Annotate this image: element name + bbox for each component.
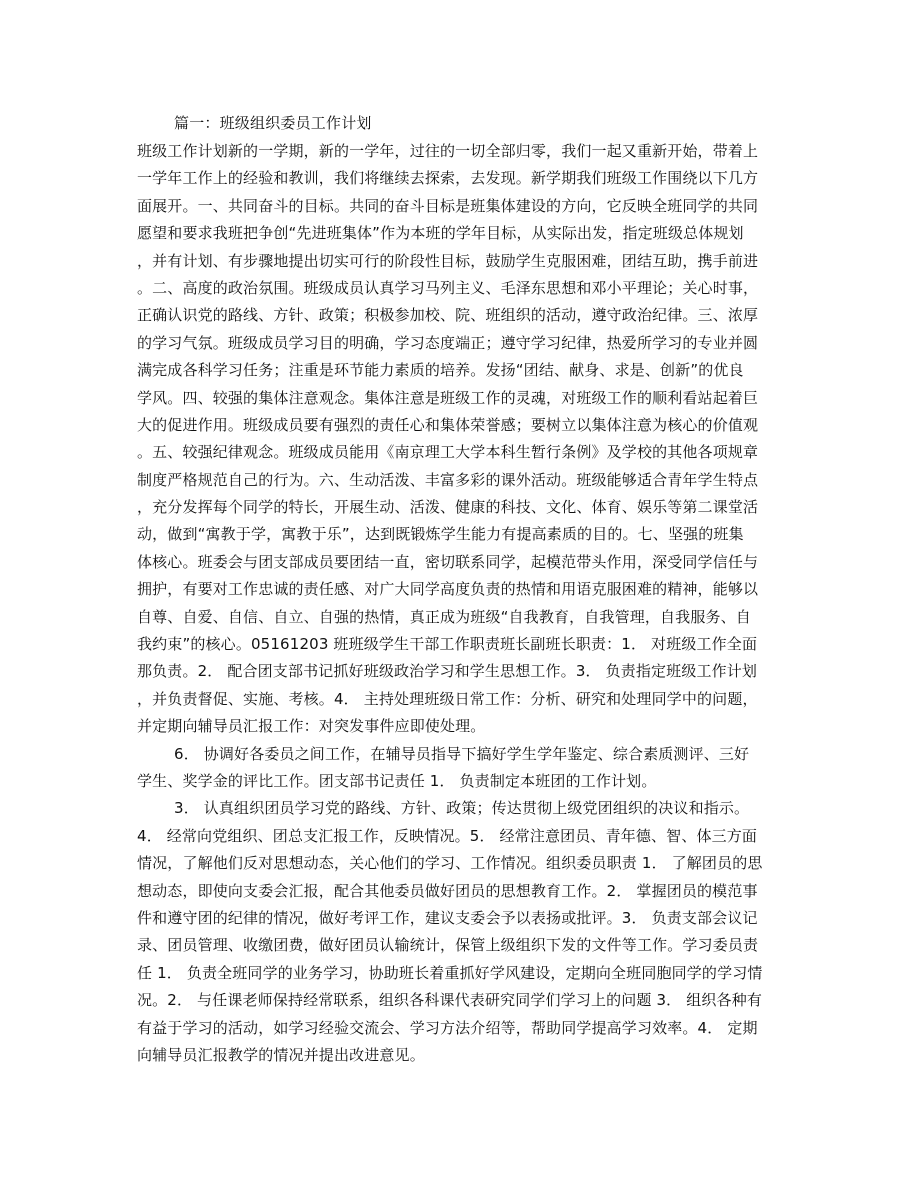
text-line: 面展开。一、共同奋斗的目标。共同的奋斗目标是班集体建设的方向，它反映全班同学的共同 xyxy=(137,196,759,215)
document-body xyxy=(137,138,785,1069)
text-line: 的学习气氛。班级成员学习目的明确，学习态度端正；遵守学习纪律，热爱所学习的专业并圆 xyxy=(137,333,759,352)
text-line: 愿望和要求我班把争创“先进班集体”作为本班的学年目标，从实际出发，指定班级总体规划 xyxy=(137,224,744,243)
document-title: 篇一：班级组织委员工作计划 xyxy=(174,114,372,132)
text-line: 班级工作计划新的一学期，新的一学年，过往的一切全部归零，我们一起又重新开始，带着上 xyxy=(137,142,759,160)
text-line: 向辅导员汇报教学的情况并提出改进意见。 xyxy=(137,1045,425,1064)
text-line: 学风。四、较强的集体注意观念。集体注意是班级工作的灵魂，对班级工作的顺利看站起着巨 xyxy=(137,388,759,407)
text-line: 录、团员管理、收缴团费，做好团员认输统计，保管上级组织下发的文件等工作。学习委员责 xyxy=(137,936,759,955)
text-line: 4． 经常向党组织、团总支汇报工作，反映情况。5． 经常注意团员、青年德、智、体三方面 xyxy=(137,826,758,845)
text-line: 3． 认真组织团员学习党的路线、方针、政策；传达贯彻上级党团组织的决议和指示。 xyxy=(174,799,750,818)
text-line: 动，做到“寓教于学，寓教于乐”，达到既锻炼学生能力有提高素质的目的。七、坚强的班集 xyxy=(137,525,744,544)
text-line: 我约束”的核心。05161203 班班级学生干部工作职责班长副班长职责：1． 对班级工作全面 xyxy=(137,635,758,654)
text-line: 况。2． 与任课老师保持经常联系，组织各科课代表研究同学们学习上的问题 3． 组织各种有 xyxy=(137,991,762,1010)
text-line: 情况，了解他们反对思想动态，关心他们的学习、工作情况。组织委员职责 1． 了解团员的思 xyxy=(137,854,763,873)
text-line: 大的促进作用。班级成员要有强烈的责任心和集体荣誉感；要树立以集体注意为核心的价值观 xyxy=(137,415,759,434)
text-line: ，充分发挥每个同学的特长，开展生动、活泼、健康的科技、文化、体育、娱乐等第二课堂活 xyxy=(137,498,759,517)
text-line: 并定期向辅导员汇报工作：对突发事件应即使处理。 xyxy=(137,717,486,736)
text-line: ，并负责督促、实施、考核。4． 主持处理班级日常工作：分析、研究和处理同学中的问题， xyxy=(137,689,758,708)
text-line: ，并有计划、有步骤地提出切实可行的阶段性目标，鼓励学生克服困难，团结互助，携手前进 xyxy=(137,251,759,270)
text-line: 。五、较强纪律观念。班级成员能用《南京理工大学本科生暂行条例》及学校的其他各项规章 xyxy=(137,443,759,462)
document-page xyxy=(137,112,785,1069)
text-line: 想动态，即使向支委会汇报，配合其他委员做好团员的思想教育工作。2． 掌握团员的模范事 xyxy=(137,881,758,900)
text-line: 那负责。2． 配合团支部书记抓好班级政治学习和学生思想工作。3． 负责指定班级工作计划 xyxy=(137,662,758,681)
text-line: 任 1． 负责全班同学的业务学习，协助班长着重抓好学风建设，定期向全班同胞同学的学习情 xyxy=(137,963,763,982)
text-line: 制度严格规范自己的行为。六、生动活泼、丰富多彩的课外活动。班级能够适合青年学生特点 xyxy=(137,470,759,489)
text-line: 满完成各科学习任务；注重是环节能力素质的培养。发扬“团结、献身、求是、创新”的优良 xyxy=(137,361,744,380)
text-line: 体核心。班委会与团支部成员要团结一直，密切联系同学，起模范带头作用，深受同学信任与 xyxy=(137,552,759,571)
text-line: 6． 协调好各委员之间工作，在辅导员指导下搞好学生学年鉴定、综合素质测评、三好 xyxy=(174,744,750,763)
text-line: 自尊、自爱、自信、自立、自强的热情，真正成为班级“自我教育，自我管理，自我服务、自 xyxy=(137,607,751,626)
text-line: 拥护，有要对工作忠诚的责任感、对广大同学高度负责的热情和用语克服困难的精神，能够以 xyxy=(137,580,759,599)
text-line: 。二、高度的政治氛围。班级成员认真学习马列主义、毛泽东思想和邓小平理论；关心时事， xyxy=(137,278,759,297)
text-line: 正确认识党的路线、方针、政策；积极参加校、院、班组织的活动，遵守政治纪律。三、浓厚 xyxy=(137,306,759,325)
text-line: 学生、奖学金的评比工作。团支部书记责任 1． 负责制定本班团的工作计划。 xyxy=(137,771,657,790)
text-line: 件和遵守团的纪律的情况，做好考评工作，建议支委会予以表扬或批评。3． 负责支部会议记 xyxy=(137,908,758,927)
text-line: 一学年工作上的经验和教训，我们将继续去探索，去发现。新学期我们班级工作围绕以下几方 xyxy=(137,169,759,188)
text-line: 有益于学习的活动，如学习经验交流会、学习方法介绍等，帮助同学提高学习效率。4． 定期 xyxy=(137,1018,758,1037)
